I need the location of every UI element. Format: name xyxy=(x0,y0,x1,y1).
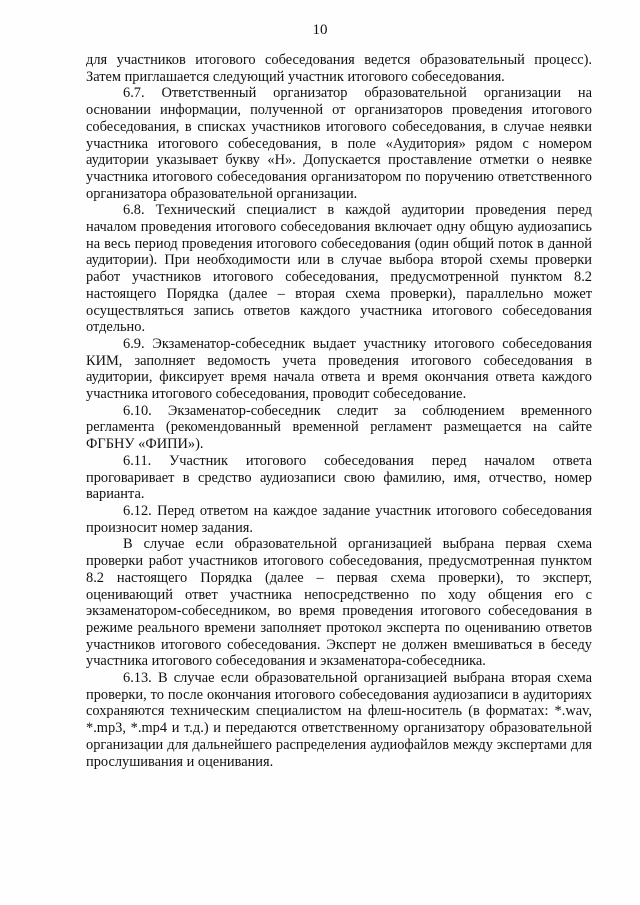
paragraph-first-scheme: В случае если образовательной организацией выбрана первая схема проверки работ участников итогового собеседования, предусмотренная пунктом 8.2 настоящего Порядка (далее – первая схема проверки), то эксперт, оценивающий ответ участника непосредственно по ходу общения его с экзаменатором-собеседником, во время проведения итогового собеседования в режиме реального времени заполняет протокол эксперта по оцениванию ответов участников итогового собеседования. Эксперт не должен вмешиваться в беседу участника итогового собеседования и экзаменатора-собеседника. xyxy=(86,536,592,670)
paragraph-6-7: 6.7. Ответственный организатор образовательной организации на основании информации, полученной от организаторов проведения итогового собеседования, в списках участников итогового собеседования, в случае неявки участника итогового собеседования, в поле «Аудитория» рядом с номером аудитории указывает букву «Н». Допускается проставление отметки о неявке участника итогового собеседования организатором по поручению ответственного организатора образовательной организации. xyxy=(86,85,592,202)
paragraph-6-11: 6.11. Участник итогового собеседования перед началом ответа проговаривает в средство аудиозаписи свою фамилию, имя, отчество, номер варианта. xyxy=(86,452,592,503)
paragraph-continuation: для участников итогового собеседования ведется образовательный процесс). Затем приглашается следующий участник итогового собеседования. xyxy=(86,52,592,85)
paragraph-6-13: 6.13. В случае если образовательной организацией выбрана вторая схема проверки, то после окончания итогового собеседования аудиозаписи в аудиториях сохраняются техническим специалистом на флеш-носитель (в форматах: *.wav, *.mp3, *.mp4 и т.д.) и передаются ответственному организатору образовательной организации для дальнейшего распределения аудиофайлов между экспертами для прослушивания и оценивания. xyxy=(86,670,592,770)
document-body xyxy=(86,52,592,770)
paragraph-6-10: 6.10. Экзаменатор-собеседник следит за соблюдением временного регламента (рекомендованный временной регламент размещается на сайте ФГБНУ «ФИПИ»). xyxy=(86,402,592,453)
paragraph-6-12: 6.12. Перед ответом на каждое задание участник итогового собеседования произносит номер задания. xyxy=(86,502,592,536)
paragraph-6-8: 6.8. Технический специалист в каждой аудитории проведения перед началом проведения итогового собеседования включает одну общую аудиозапись на весь период проведения итогового собеседования (один общий поток в данной аудитории). При необходимости или в случае выбора второй схемы проверки работ участников итогового собеседования, предусмотренной пунктом 8.2 настоящего Порядка (далее – вторая схема проверки), параллельно может осуществляться запись ответов каждого участника итогового собеседования отдельно. xyxy=(86,202,592,336)
paragraph-6-9: 6.9. Экзаменатор-собеседник выдает участнику итогового собеседования КИМ, заполняет ведомость учета проведения итогового собеседования в аудитории, фиксирует время начала ответа и время окончания ответа каждого участника итогового собеседования, проводит собеседование. xyxy=(86,335,592,403)
page-number: 10 xyxy=(312,22,328,38)
